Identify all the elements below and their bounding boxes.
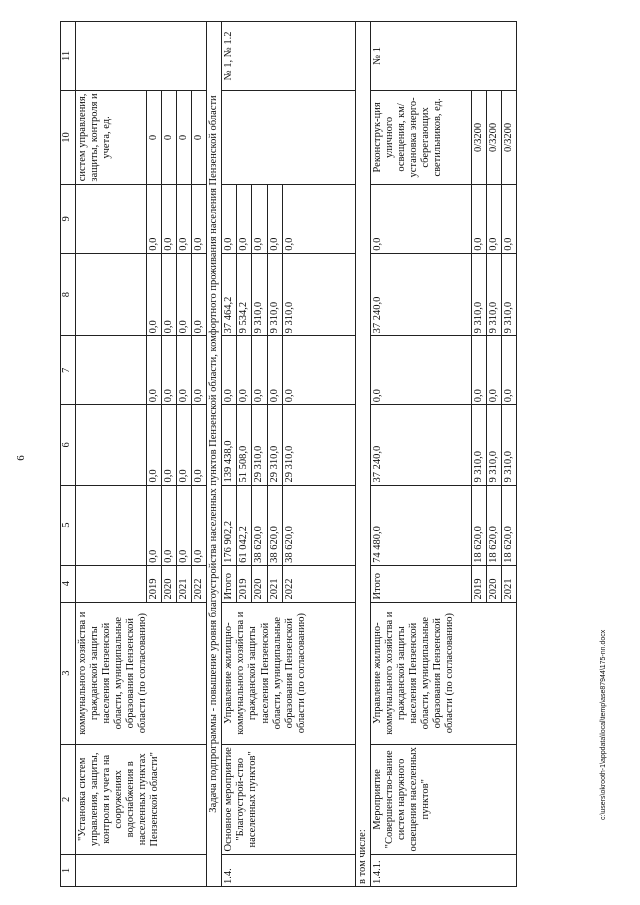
including-label: в том числе: bbox=[355, 22, 370, 887]
page-number: 6 bbox=[14, 455, 27, 461]
top-measure-name: "Установка систем управления, защиты, контроля и учета на сооружениях водоснабжения в населенных пунктах Пензенской области" bbox=[76, 744, 207, 854]
top-block-row-header bbox=[76, 22, 147, 887]
header-col-8: 8 bbox=[61, 253, 76, 336]
header-col-1: 1 bbox=[61, 854, 76, 886]
program-table bbox=[60, 21, 517, 887]
header-col-7: 7 bbox=[61, 336, 76, 405]
top-row-2021: 2021 0,0 0,0 0,0 0,0 0,0 0 bbox=[177, 22, 192, 887]
top-executor: коммунального хозяйства и гражданской защиты населения Пензенской области, муниципальные образования Пензенской области (по согласованию) bbox=[76, 602, 207, 744]
top-row-2019: 2019 0,0 0,0 0,0 0,0 0,0 0 bbox=[147, 22, 162, 887]
header-col-6: 6 bbox=[61, 405, 76, 485]
header-col-3: 3 bbox=[61, 602, 76, 744]
header-number-row bbox=[61, 22, 76, 887]
row-1-4-1-executor: Управление жилищно-коммунального хозяйства и гражданской защиты населения Пензенской области, муниципальные образования Пензенской области (по согласованию) bbox=[370, 602, 516, 744]
row-1-4-2021: 2021 38 620,0 29 310,0 0,0 9 310,0 0,0 bbox=[267, 22, 282, 887]
header-col-5: 5 bbox=[61, 485, 76, 565]
row-1-4-1-indicator: Реконструк-ция уличного освещения, км/установка энерго-сберегающих светильников, ед. bbox=[370, 90, 471, 184]
row-1-4-name: Основное мероприятие "Благоустрой-ство населенных пунктов" bbox=[222, 744, 355, 854]
row-1-4-1-2021: 2021 18 620,0 9 310,0 0,0 9 310,0 0,0 0/3200 bbox=[501, 22, 516, 887]
row-1-4-2019: 2019 61 042,2 51 508,0 0,0 9 534,2 0,0 bbox=[237, 22, 252, 887]
row-1-4-number: 1.4. bbox=[222, 854, 355, 886]
row-1-4-1-2020: 2020 18 620,0 9 310,0 0,0 9 310,0 0,0 0/3200 bbox=[486, 22, 501, 887]
row-1-4-executor: Управление жилищно-коммунального хозяйства и гражданской защиты населения Пензенской области, муниципальные образования Пензенской области (по согласованию) bbox=[222, 602, 355, 744]
row-1-4-2020: 2020 38 620,0 29 310,0 0,0 9 310,0 0,0 bbox=[252, 22, 267, 887]
header-col-2: 2 bbox=[61, 744, 76, 854]
row-1-4-1-2019: 2019 18 620,0 9 310,0 0,0 9 310,0 0,0 0/3200 bbox=[471, 22, 486, 887]
top-row-2020: 2020 0,0 0,0 0,0 0,0 0,0 0 bbox=[162, 22, 177, 887]
row-1-4-1-ref: № 1 bbox=[370, 22, 516, 91]
top-indicator-header: систем управления, защиты, контроля и учета, ед. bbox=[76, 90, 147, 184]
task-row bbox=[207, 22, 222, 887]
rotated-table-wrapper bbox=[60, 21, 613, 887]
header-col-4: 4 bbox=[61, 565, 76, 602]
file-path-footer: c:\users\okrooth-1\appdata\local\temp\ase87944\175-nn.docx bbox=[600, 629, 607, 820]
header-col-11: 11 bbox=[61, 22, 76, 91]
task-text: Задача подпрограммы - повышение уровня благоустройства населенных пунктов Пензенской области, комфортного проживания населения Пензенской области bbox=[207, 22, 222, 887]
row-1-4-total: 1.4. Основное мероприятие "Благоустрой-ство населенных пунктов" Управление жилищно-коммунального хозяйства и гражданской защиты населения Пензенской области, муниципальные образования Пензенской области (по согласованию) Итого 176 902,2 139 438,0 0,0 37 464,2 0,0 № 1, № 1.2 bbox=[222, 22, 237, 887]
row-1-4-1-total: 1.4.1. Мероприятие "Совершенство-вание систем наружного освещения населенных пунктов" Управление жилищно-коммунального хозяйства и гражданской защиты населения Пензенской области, муниципальные образования Пензенской области (по согласованию) Итого 74 480,0 37 240,0 0,0 37 240,0 0,0 Реконструк-ция уличного освещения, км/установка энерго-сберегающих светильников, ед. № 1 bbox=[370, 22, 471, 887]
top-row-2022: 2022 0,0 0,0 0,0 0,0 0,0 0 bbox=[192, 22, 207, 887]
row-1-4-1-name: Мероприятие "Совершенство-вание систем наружного освещения населенных пунктов" bbox=[370, 744, 516, 854]
header-col-9: 9 bbox=[61, 184, 76, 253]
row-1-4-ref: № 1, № 1.2 bbox=[222, 22, 355, 91]
including-row bbox=[355, 22, 370, 887]
row-1-4-2022: 2022 38 620,0 29 310,0 0,0 9 310,0 0,0 bbox=[282, 22, 355, 887]
header-col-10: 10 bbox=[61, 90, 76, 184]
row-1-4-1-number: 1.4.1. bbox=[370, 854, 516, 886]
